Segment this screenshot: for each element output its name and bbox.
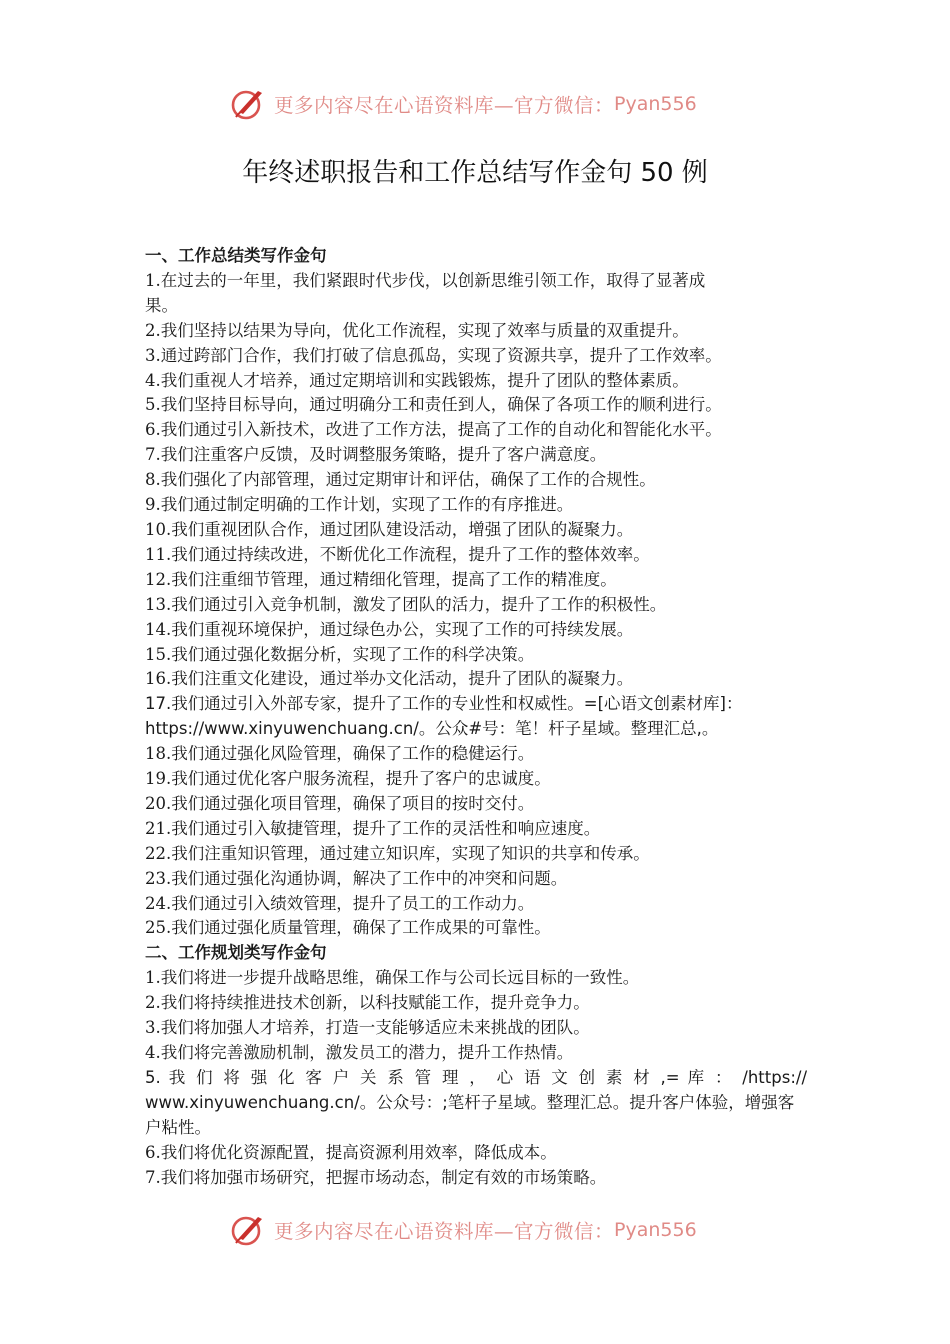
text-line: 1.我们将进一步提升战略思维，确保工作与公司长远目标的一致性。 — [145, 968, 640, 988]
text-line: 17.我们通过引入外部专家，提升了工作的专业性和权威性。=[心语文创素材库]： — [145, 694, 743, 714]
text-line: https://www.xinyuwenchuang.cn/。公众#号：笔！杆子星域。整理汇总,。 — [145, 719, 719, 739]
text-line: 15.我们通过强化数据分析，实现了工作的科学决策。 — [145, 644, 535, 664]
text-line: 16.我们注重文化建设，通过举办文化活动，提升了团队的凝聚力。 — [145, 669, 634, 689]
text-line: 5. 我 们 将 强 化 客 户 关 系 管 理 ， 心 语 文 创 素 材 ,= 库 ： /https:// — [145, 1067, 807, 1087]
text-line: 14.我们重视环境保护，通过绿色办公，实现了工作的可持续发展。 — [145, 619, 634, 639]
text-line: 21.我们通过引入敏捷管理，提升了工作的灵活性和响应速度。 — [145, 818, 601, 838]
text-line: 6.我们通过引入新技术，改进了工作方法，提高了工作的自动化和智能化水平。 — [145, 420, 722, 440]
text-line: 22.我们注重知识管理，通过建立知识库，实现了知识的共享和传承。 — [145, 843, 650, 863]
text-line: 果。 — [145, 295, 178, 315]
pen-seal-icon — [228, 1210, 268, 1250]
section-heading: 一、工作总结类写作金句 — [145, 246, 327, 265]
text-line: 2.我们坚持以结果为导向，优化工作流程，实现了效率与质量的双重提升。 — [145, 320, 689, 340]
text-line: 7.我们注重客户反馈，及时调整服务策略，提升了客户满意度。 — [145, 445, 607, 465]
document-title: 年终述职报告和工作总结写作金句 50 例 — [242, 158, 708, 188]
text-line: www.xinyuwenchuang.cn/。公众号：;笔杆子星域。整理汇总。提升客户体验，增强客 — [145, 1092, 795, 1112]
text-line: 7.我们将加强市场研究，把握市场动态，制定有效的市场策略。 — [145, 1167, 607, 1187]
text-line: 8.我们强化了内部管理，通过定期审计和评估，确保了工作的合规性。 — [145, 470, 656, 490]
text-line: 12.我们注重细节管理，通过精细化管理，提高了工作的精准度。 — [145, 569, 617, 589]
text-line: 户粘性。 — [145, 1117, 211, 1137]
text-line: 10.我们重视团队合作，通过团队建设活动，增强了团队的凝聚力。 — [145, 519, 634, 539]
text-line: 23.我们通过强化沟通协调，解决了工作中的冲突和问题。 — [145, 868, 568, 888]
wechat-id: Pyan556 — [614, 1219, 697, 1241]
text-line: 25.我们通过强化质量管理，确保了工作成果的可靠性。 — [145, 918, 551, 938]
text-line: 6.我们将优化资源配置，提高资源利用效率，降低成本。 — [145, 1142, 557, 1162]
text-line: 24.我们通过引入绩效管理，提升了员工的工作动力。 — [145, 893, 535, 913]
text-line: 13.我们通过引入竞争机制，激发了团队的活力，提升了工作的积极性。 — [145, 594, 667, 614]
pen-seal-icon — [228, 84, 268, 124]
text-line: 9.我们通过制定明确的工作计划，实现了工作的有序推进。 — [145, 495, 574, 515]
text-line: 3.我们将加强人才培养，打造一支能够适应未来挑战的团队。 — [145, 1018, 590, 1038]
text-line: 2.我们将持续推进技术创新，以科技赋能工作，提升竞争力。 — [145, 993, 590, 1013]
text-line: 19.我们通过优化客户服务流程，提升了客户的忠诚度。 — [145, 769, 551, 789]
footer-watermark — [228, 1210, 748, 1250]
text-line: 4.我们将完善激励机制，激发员工的潜力，提升工作热情。 — [145, 1043, 574, 1062]
text-line: 1.在过去的一年里，我们紧跟时代步伐，以创新思维引领工作，取得了显著成 — [145, 270, 706, 290]
text-line: 4.我们重视人才培养，通过定期培训和实践锻炼，提升了团队的整体素质。 — [145, 370, 689, 390]
watermark-text: 更多内容尽在心语资料库—官方微信： — [274, 94, 615, 117]
wechat-id: Pyan556 — [614, 93, 697, 115]
document-body — [145, 244, 807, 1190]
text-line: 11.我们通过持续改进，不断优化工作流程，提升了工作的整体效率。 — [145, 544, 650, 564]
text-line: 3.通过跨部门合作，我们打破了信息孤岛，实现了资源共享，提升了工作效率。 — [145, 345, 722, 365]
text-line: 5.我们坚持目标导向，通过明确分工和责任到人，确保了各项工作的顺利进行。 — [145, 395, 722, 415]
header-watermark — [228, 84, 748, 124]
text-line: 18.我们通过强化风险管理，确保了工作的稳健运行。 — [145, 744, 535, 764]
section-heading: 二、工作规划类写作金句 — [145, 943, 327, 963]
watermark-text: 更多内容尽在心语资料库—官方微信： — [274, 1220, 615, 1243]
text-line: 20.我们通过强化项目管理，确保了项目的按时交付。 — [145, 793, 535, 813]
